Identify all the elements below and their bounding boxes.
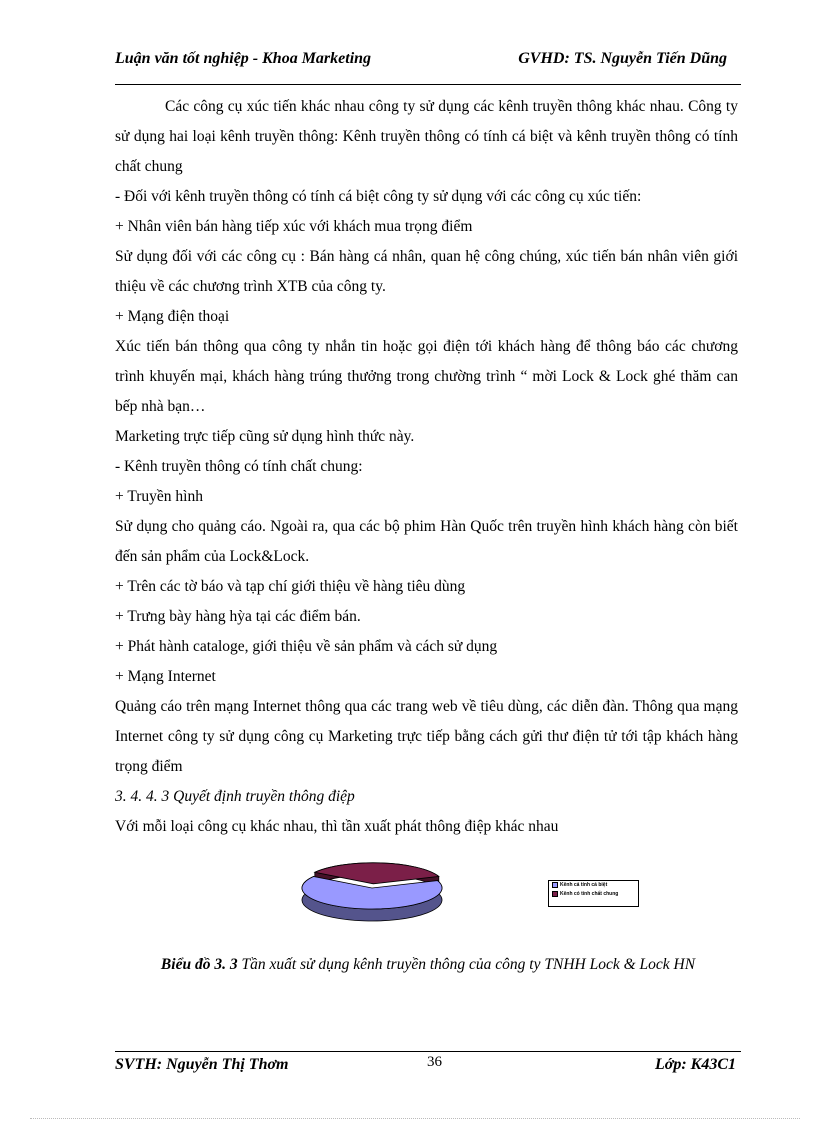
paragraph: Sử dụng cho quảng cáo. Ngoài ra, qua các bộ phim Hàn Quốc trên truyền hình khách hàng còn biết đến sản phẩm của Lock&Lock. xyxy=(115,518,738,565)
paragraph: Các công cụ xúc tiến khác nhau công ty sử dụng các kênh truyền thông khác nhau. Công ty sử dụng hai loại kênh truyền thông: Kênh truyền thông có tính cá biệt và kênh truyền thông có tính chất chung xyxy=(115,98,738,175)
paragraph: + Truyền hình xyxy=(115,488,203,505)
figure-caption xyxy=(115,956,741,974)
section-title: 3. 4. 4. 3 Quyết định truyền thông điệp xyxy=(115,788,355,805)
legend-label: Kênh có tính chất chung xyxy=(560,891,619,897)
paragraph: Marketing trực tiếp cũng sử dụng hình thức này. xyxy=(115,428,415,445)
caption-text: Tần xuất sử dụng kênh truyền thông của công ty TNHH Lock & Lock HN xyxy=(237,956,696,973)
header-left: Luận văn tốt nghiệp - Khoa Marketing xyxy=(115,50,372,67)
paragraph: Sử dụng đối với các công cụ : Bán hàng cá nhân, quan hệ công chúng, xúc tiến bán nhân viên giới thiệu về các chương trình XTB của công ty. xyxy=(115,248,738,295)
pie-chart xyxy=(272,862,452,924)
footer-class: Lớp: K43C1 xyxy=(654,1056,736,1073)
page-bottom-border xyxy=(30,1118,800,1119)
page-number: 36 xyxy=(427,1054,442,1070)
page-header xyxy=(115,48,741,85)
paragraph: - Đối với kênh truyền thông có tính cá biệt công ty sử dụng với các công cụ xúc tiến: xyxy=(115,188,642,205)
paragraph: + Mạng Internet xyxy=(115,668,216,685)
paragraph: + Nhân viên bán hàng tiếp xúc với khách mua trọng điểm xyxy=(115,218,473,235)
header-right: GVHD: TS. Nguyễn Tiến Dũng xyxy=(518,50,727,67)
paragraph: + Mạng điện thoại xyxy=(115,308,230,325)
chart-legend xyxy=(548,880,639,907)
section-text: Với mỗi loại công cụ khác nhau, thì tần xuất phát thông điệp khác nhau xyxy=(115,818,559,835)
paragraph: - Kênh truyền thông có tính chất chung: xyxy=(115,458,363,475)
legend-swatch xyxy=(552,882,558,888)
legend-label: Kênh cá tính cá biệt xyxy=(560,882,608,888)
paragraph: + Trưng bày hàng hỳa tại các điểm bán. xyxy=(115,608,361,625)
paragraph: + Phát hành cataloge, giới thiệu về sản phẩm và cách sử dụng xyxy=(115,638,498,655)
legend-swatch xyxy=(552,891,558,897)
legend-item xyxy=(549,881,638,890)
paragraph: + Trên các tờ báo và tạp chí giới thiệu về hàng tiêu dùng xyxy=(115,578,466,595)
paragraph: Xúc tiến bán thông qua công ty nhắn tin hoặc gọi điện tới khách hàng để thông báo các chương trình khuyến mại, khách hàng trúng thưởng trong chường trình “ mời Lock & Lock ghé thăm can bếp nhà bạn… xyxy=(115,338,738,415)
footer-author: SVTH: Nguyễn Thị Thơm xyxy=(115,1056,289,1073)
page-footer xyxy=(115,1051,741,1082)
caption-number: Biểu đồ 3. 3 xyxy=(160,956,238,973)
body-text xyxy=(115,92,738,842)
paragraph: Quảng cáo trên mạng Internet thông qua các trang web về tiêu dùng, các diễn đàn. Thông qua mạng Internet công ty sử dụng công cụ Marketing trực tiếp bằng cách gửi thư điện tử tới tập khách hàng trọng điểm xyxy=(115,698,738,775)
legend-item xyxy=(549,890,638,899)
